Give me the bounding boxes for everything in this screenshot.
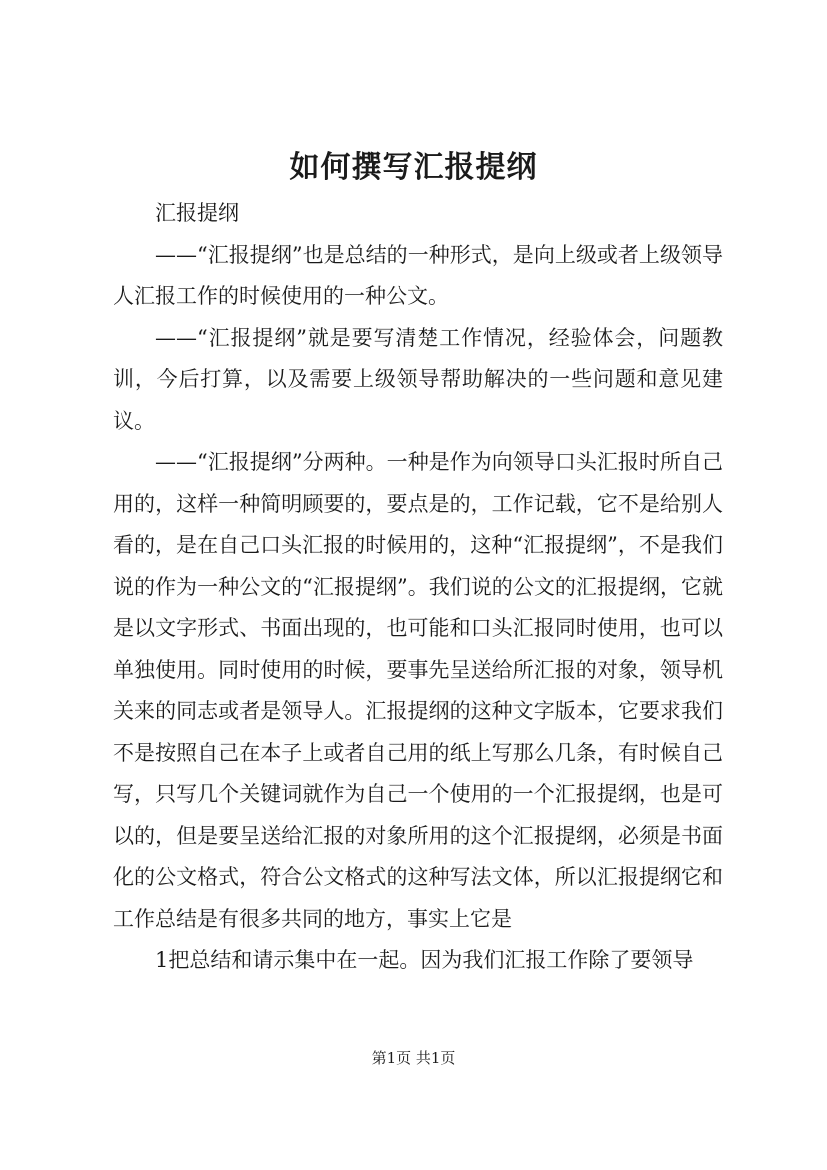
paragraph: ——“汇报提纲”分两种。一种是作为向领导口头汇报时所自己用的，这样一种简明顾要的，要点是的，工作记载，它不是给别人看的，是在自己口头汇报的时候用的，这种“汇报提纲”，不是我们说的作为一种公文的“汇报提纲”。我们说的公文的汇报提纲，它就是以文字形式、书面出现的，也可能和口头汇报同时使用，也可以单独使用。同时使用的时候，要事先呈送给所汇报的对象，领导机关来的同志或者是领导人。汇报提纲的这种文字版本，它要求我们不是按照自己在本子上或者自己用的纸上写那么几条，有时候自己写，只写几个关键词就作为自己一个使用的一个汇报提纲，也是可以的，但是要呈送给汇报的对象所用的这个汇报提纲，必须是书面化的公文格式，符合公文格式的这种写法文体，所以汇报提纲它和工作总结是有很多共同的地方，事实上它是	[113, 450, 723, 931]
paragraph: ——“汇报提纲”就是要写清楚工作情况，经验体会，问题教训，今后打算，以及需要上级领导帮助解决的一些问题和意见建议。	[113, 325, 723, 433]
paragraph: ——“汇报提纲”也是总结的一种形式，是向上级或者上级领导人汇报工作的时候使用的一种公文。	[113, 242, 723, 308]
document-body	[113, 193, 723, 982]
paragraph-heading: 汇报提纲	[155, 201, 239, 225]
paragraph: 1把总结和请示集中在一起。因为我们汇报工作除了要领导	[155, 948, 694, 972]
page-title: 如何撰写汇报提纲	[289, 150, 538, 185]
page-footer: 第1页 共1页	[371, 1049, 456, 1067]
